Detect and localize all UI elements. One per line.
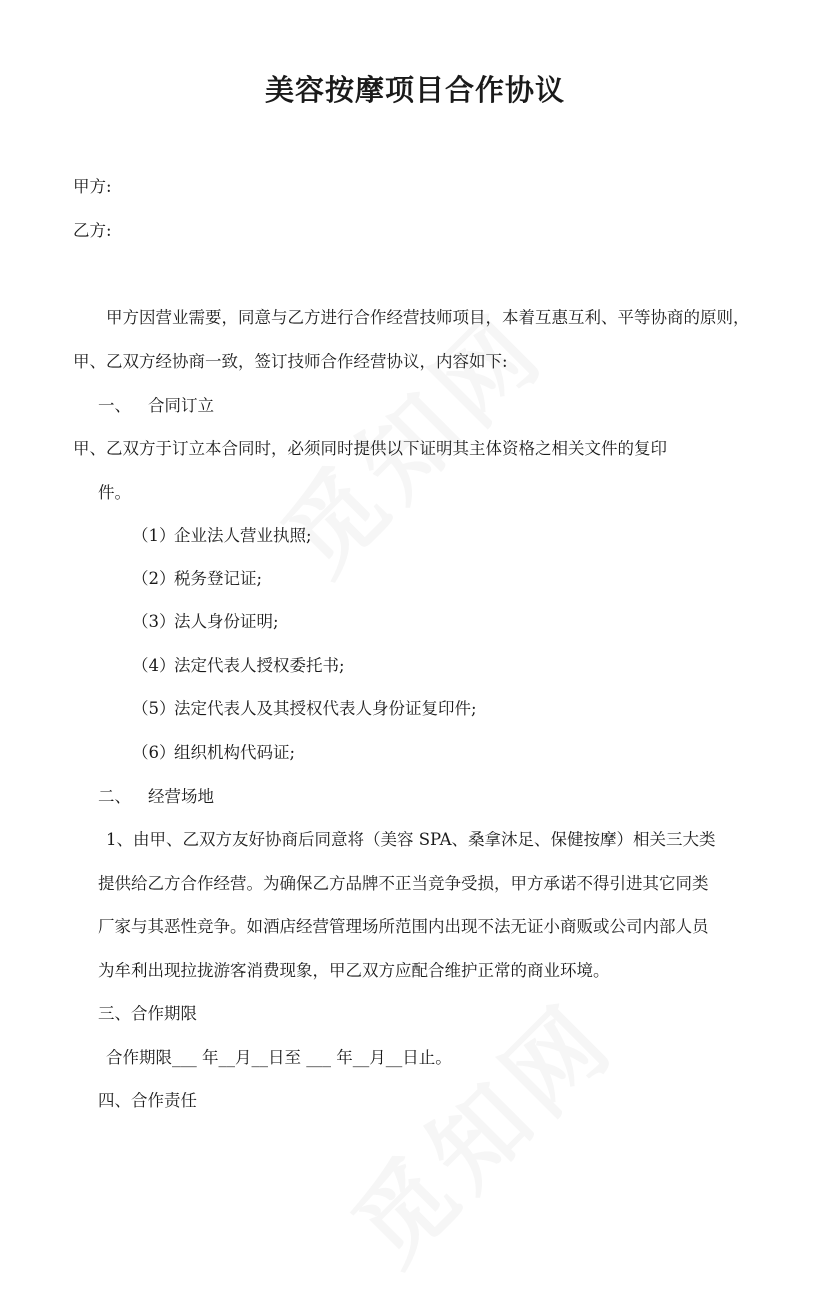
section-2-line-3: 厂家与其恶性竞争。如酒店经营管理场所范围内出现不法无证小商贩或公司内部人员 bbox=[98, 917, 709, 936]
section-1-title: 合同订立 bbox=[148, 396, 214, 415]
list-item bbox=[132, 655, 345, 677]
list-item bbox=[132, 525, 312, 547]
watermark-bottom bbox=[318, 968, 640, 1289]
section-2-title: 经营场地 bbox=[148, 787, 214, 806]
list-item-number: （1） bbox=[132, 526, 176, 545]
list-item-number: （2） bbox=[132, 569, 176, 588]
section-3-text: 合作期限___ 年__月__日至 ___ 年__月__日止。 bbox=[106, 1048, 452, 1067]
section-3-heading: 三、合作期限 bbox=[98, 1004, 197, 1023]
party-b-label: 乙方: bbox=[73, 221, 112, 240]
list-item bbox=[132, 611, 279, 633]
list-item-text: 企业法人营业执照; bbox=[174, 526, 312, 545]
list-item-text: 税务登记证; bbox=[174, 569, 263, 588]
section-1-text-1: 甲、乙双方于订立本合同时，必须同时提供以下证明其主体资格之相关文件的复印 bbox=[73, 439, 667, 458]
party-a-label: 甲方: bbox=[73, 177, 112, 196]
section-1-number: 一、 bbox=[98, 396, 131, 415]
section-1-heading bbox=[98, 395, 214, 417]
section-2-heading bbox=[98, 786, 214, 808]
list-item bbox=[132, 568, 262, 590]
list-item-number: （6） bbox=[132, 743, 176, 762]
section-4-heading: 四、合作责任 bbox=[98, 1091, 197, 1110]
document-title: 美容按摩项目合作协议 bbox=[264, 73, 565, 107]
list-item-text: 法人身份证明; bbox=[174, 612, 279, 631]
list-item-number: （3） bbox=[132, 612, 176, 631]
list-item-number: （4） bbox=[132, 656, 176, 675]
list-item bbox=[132, 742, 295, 764]
intro-line-1: 甲方因营业需要，同意与乙方进行合作经营技师项目，本着互惠互利、平等协商的原则， bbox=[106, 308, 750, 327]
section-2-line-4: 为牟利出现拉拢游客消费现象，甲乙双方应配合维护正常的商业环境。 bbox=[98, 961, 610, 980]
list-item bbox=[132, 698, 477, 720]
section-2-number: 二、 bbox=[98, 787, 131, 806]
list-item-text: 组织机构代码证; bbox=[174, 743, 296, 762]
intro-line-2: 甲、乙双方经协商一致，签订技师合作经营协议，内容如下: bbox=[73, 352, 508, 371]
section-2-line-2: 提供给乙方合作经营。为确保乙方品牌不正当竞争受损，甲方承诺不得引进其它同类 bbox=[98, 874, 709, 893]
list-item-number: （5） bbox=[132, 699, 176, 718]
list-item-text: 法定代表人授权委托书; bbox=[174, 656, 345, 675]
section-1-text-2: 件。 bbox=[98, 483, 131, 502]
list-item-text: 法定代表人及其授权代表人身份证复印件; bbox=[174, 699, 477, 718]
section-2-line-1: 1、由甲、乙双方友好协商后同意将（美容 SPA、桑拿沐足、保健按摩）相关三大类 bbox=[106, 830, 716, 849]
